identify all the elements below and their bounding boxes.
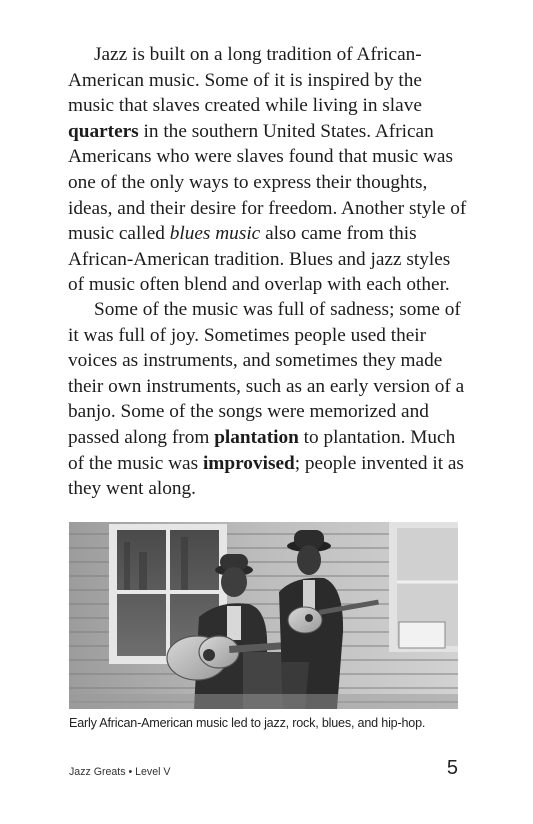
photo-caption: Early African-American music led to jazz, rock, blues, and hip-hop. — [69, 716, 426, 730]
glossary-term-plantation: plantation — [214, 426, 299, 448]
paragraph-1-text-2: in the southern United States. African Americans who were slaves found that music was one of the only ways to express their thoughts, ideas, and their desire for freedom. Another style of music called — [68, 120, 467, 245]
glossary-term-quarters: quarters — [68, 120, 139, 142]
historical-photo — [69, 522, 458, 709]
paragraph-1-text-3: also came from this African-American tradition. Blues and jazz styles of music often blend and overlap with each other. — [68, 223, 451, 296]
footer-book-title: Jazz Greats • Level V — [69, 766, 171, 778]
page-number: 5 — [446, 757, 458, 779]
italic-term-blues-music: blues music — [169, 223, 261, 245]
body-paragraph-2 — [68, 297, 468, 502]
glossary-term-improvised: improvised — [202, 452, 295, 474]
paragraph-2-text-2: to plantation. Much of the music was — [68, 426, 456, 474]
paragraph-2-text-1: Some of the music was full of sadness; some of it was full of joy. Sometimes people used their voices as instruments, and sometimes they made their own instruments, such as an early version of a banjo. Some of the songs were memorized and passed along from — [68, 299, 465, 448]
photo-illustration — [69, 522, 458, 709]
paragraph-2-text-3: ; people invented it as they went along. — [68, 452, 464, 500]
paragraph-1-text-1: Jazz is built on a long tradition of African-American music. Some of it is inspired by the music that slaves created while living in slave — [68, 44, 422, 117]
body-paragraph-1 — [68, 42, 468, 298]
